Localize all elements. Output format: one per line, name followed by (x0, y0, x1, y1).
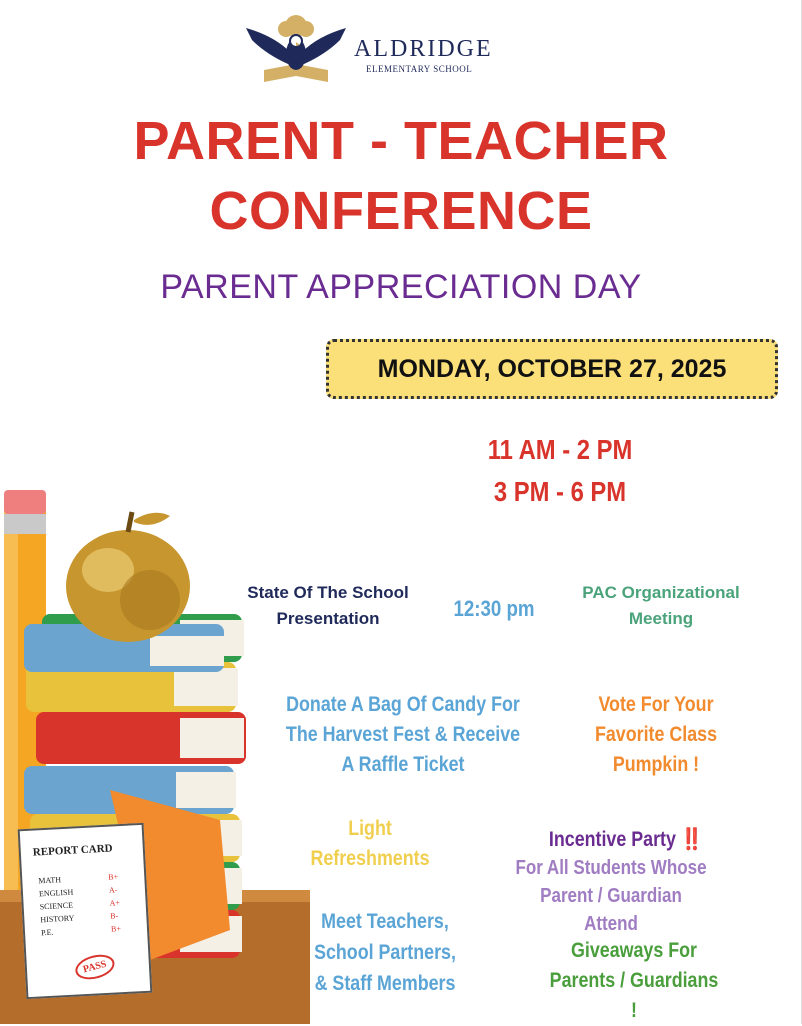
pac-meeting-text: PAC Organizational Meeting (582, 583, 740, 628)
dotted-divider-bottom (230, 650, 778, 656)
report-card-grades (108, 870, 122, 935)
incentive-party-body: For All Students Whose Parent / Guardian Attend (515, 857, 707, 935)
subject: P.E. (40, 927, 54, 938)
incentive-party-title: Incentive Party ‼️ (548, 828, 704, 851)
grade: B+ (110, 924, 122, 934)
report-card-heading: REPORT CARD (32, 842, 113, 859)
grade: A- (108, 885, 118, 895)
time-slot-2: 3 PM - 6 PM (493, 476, 627, 507)
event-date: MONDAY, OCTOBER 27, 2025 (377, 354, 727, 383)
vote-pumpkin-text: Vote For Your Favorite Class Pumpkin ! (594, 693, 718, 776)
subject: MATH (38, 875, 62, 886)
school-name: ALDRIDGE (354, 36, 493, 62)
subject: SCIENCE (39, 900, 74, 912)
refreshments-text: Light Refreshments (310, 817, 430, 870)
meet-teachers-text: Meet Teachers, School Partners, & Staff Members (314, 910, 456, 995)
subject: HISTORY (40, 913, 75, 925)
subtitle: PARENT APPRECIATION DAY (160, 268, 642, 306)
presentation-time: 12:30 pm (453, 596, 535, 621)
time-slot-1: 11 AM - 2 PM (487, 434, 633, 465)
grade: A+ (109, 898, 121, 908)
title-line-2: CONFERENCE (209, 181, 593, 241)
report-card (18, 823, 153, 999)
report-card-subjects (38, 873, 76, 940)
pass-stamp: PASS (73, 951, 117, 983)
date-box (326, 339, 778, 399)
giveaways-text: Giveaways For Parents / Guardians ! (549, 939, 719, 1022)
school-subtitle: ELEMENTARY SCHOOL (366, 64, 473, 74)
dotted-divider-top (230, 562, 778, 568)
school-logo (244, 14, 544, 86)
eagle-icon (244, 14, 348, 86)
grade: B- (110, 911, 119, 921)
state-of-school-text: State Of The School Presentation (247, 583, 409, 628)
candy-donation-text: Donate A Bag Of Candy For The Harvest Fest & Receive A Raffle Ticket (285, 693, 521, 776)
grade: B+ (108, 872, 119, 882)
title-line-1: PARENT - TEACHER (133, 111, 669, 171)
subject: ENGLISH (38, 887, 74, 899)
